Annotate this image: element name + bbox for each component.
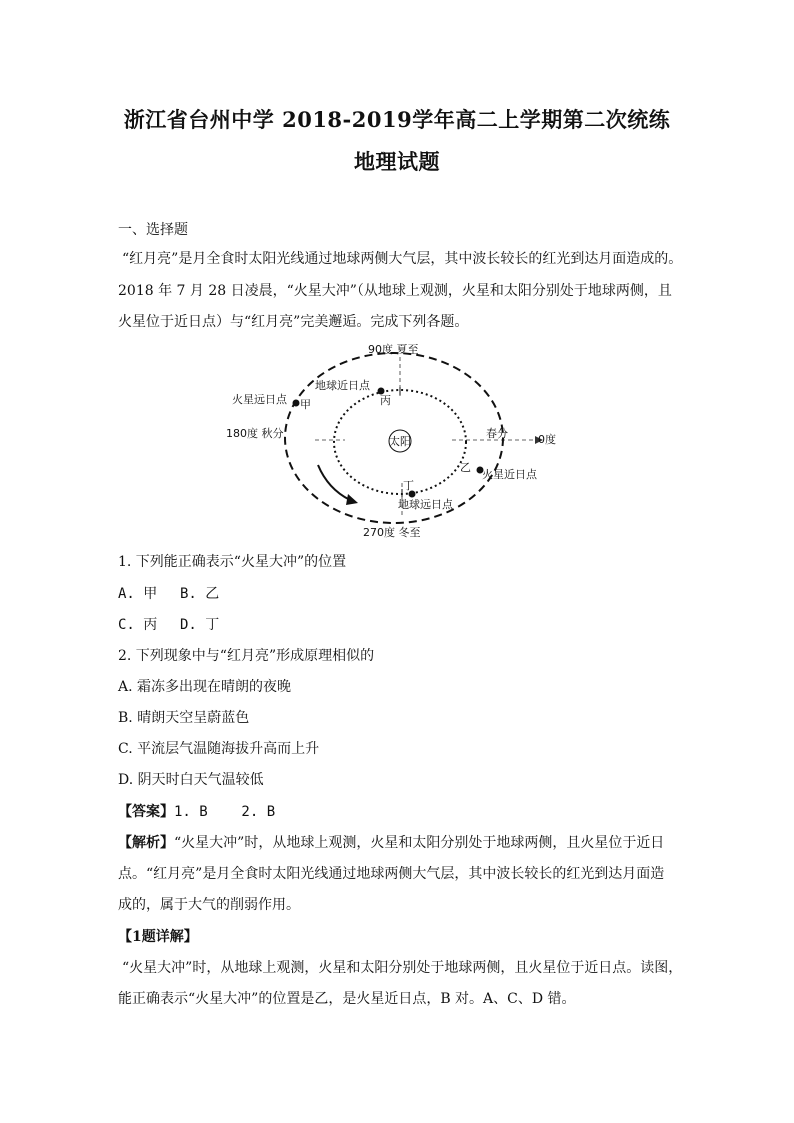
label-earth-perihelion: 地球近日点 [315,379,370,392]
label-180-autumn-equinox: 180度 秋分 [226,427,284,440]
q1-option-a[interactable]: A. 甲 [118,586,158,602]
label-90-summer-solstice: 90度 夏至 [368,343,419,356]
label-mars-perihelion: 火星近日点 [482,468,537,481]
label-jia: 甲 [300,398,311,411]
section-heading: 一、选择题 [118,222,188,238]
q2-option-d[interactable]: D. 阴天时白天气温较低 [118,772,264,788]
q2-option-c[interactable]: C. 平流层气温随海拔升高而上升 [118,741,320,757]
label-spring-equinox: 春分 [486,427,508,440]
analysis-line1 [118,832,688,852]
question1-options-row2 [118,614,688,634]
document-title-line1: 浙江省台州中学 2018-2019学年高二上学期第二次统练 [123,107,671,132]
revolution-arrowhead [346,494,358,505]
q1-option-c[interactable]: C. 丙 [118,617,158,633]
q2-option-a[interactable]: A. 霜冻多出现在晴朗的夜晚 [118,679,292,695]
analysis-line3: 成的，属于大气的削弱作用。 [118,897,300,913]
analysis-label: 【解析】 [118,835,174,851]
analysis-text-1: “火星大冲”时，从地球上观测，火星和太阳分别处于地球两侧，且火星位于近日 [174,835,665,851]
intro-paragraph-line1: “红月亮”是月全食时太阳光线通过地球两侧大气层，其中波长较长的红光到达月面造成的。 [122,251,683,267]
orbit-diagram [220,337,590,543]
question2-stem: 2. 下列现象中与“红月亮”形成原理相似的 [118,648,375,664]
intro-paragraph-line2: 2018 年 7 月 28 日凌晨，“火星大冲”（从地球上观测，火星和太阳分别处于地球两侧，且 [118,283,672,299]
label-270-winter-solstice: 270度 冬至 [363,526,421,539]
q1-option-d[interactable]: D. 丁 [180,617,220,633]
label-earth-aphelion: 地球远日点 [398,498,453,511]
question1-options-row1 [118,583,688,603]
detail1-line1: “火星大冲”时，从地球上观测，火星和太阳分别处于地球两侧，且火星位于近日点。读图， [122,960,683,976]
question1-stem: 1. 下列能正确表示“火星大冲”的位置 [118,554,347,570]
label-yi: 乙 [460,461,471,474]
mars-aphelion-point [293,400,300,407]
detail1-line2: 能正确表示“火星大冲”的位置是乙，是火星近日点，B 对。A、C、D 错。 [118,991,576,1007]
intro-paragraph-line3: 火星位于近日点）与“红月亮”完美邂逅。完成下列各题。 [118,314,469,330]
detail1-label: 【1题详解】 [118,929,198,945]
document-title-line2: 地理试题 [354,149,440,174]
label-sun: 太阳 [389,435,411,448]
q2-option-b[interactable]: B. 晴朗天空呈蔚蓝色 [118,710,250,726]
label-mars-aphelion: 火星远日点 [232,393,287,406]
analysis-line2: 点。“红月亮”是月全食时太阳光线通过地球两侧大气层，其中波长较长的红光到达月面造 [118,866,665,882]
q1-option-b[interactable]: B. 乙 [180,586,220,602]
answer-text: 1. B 2. B [174,804,276,820]
answer-line [118,801,688,821]
answer-label: 【答案】 [118,804,174,820]
label-0-degree: 0度 [538,433,556,446]
label-ding: 丁 [403,479,414,492]
revolution-arrow-icon [318,465,350,500]
label-bing: 丙 [380,394,391,407]
